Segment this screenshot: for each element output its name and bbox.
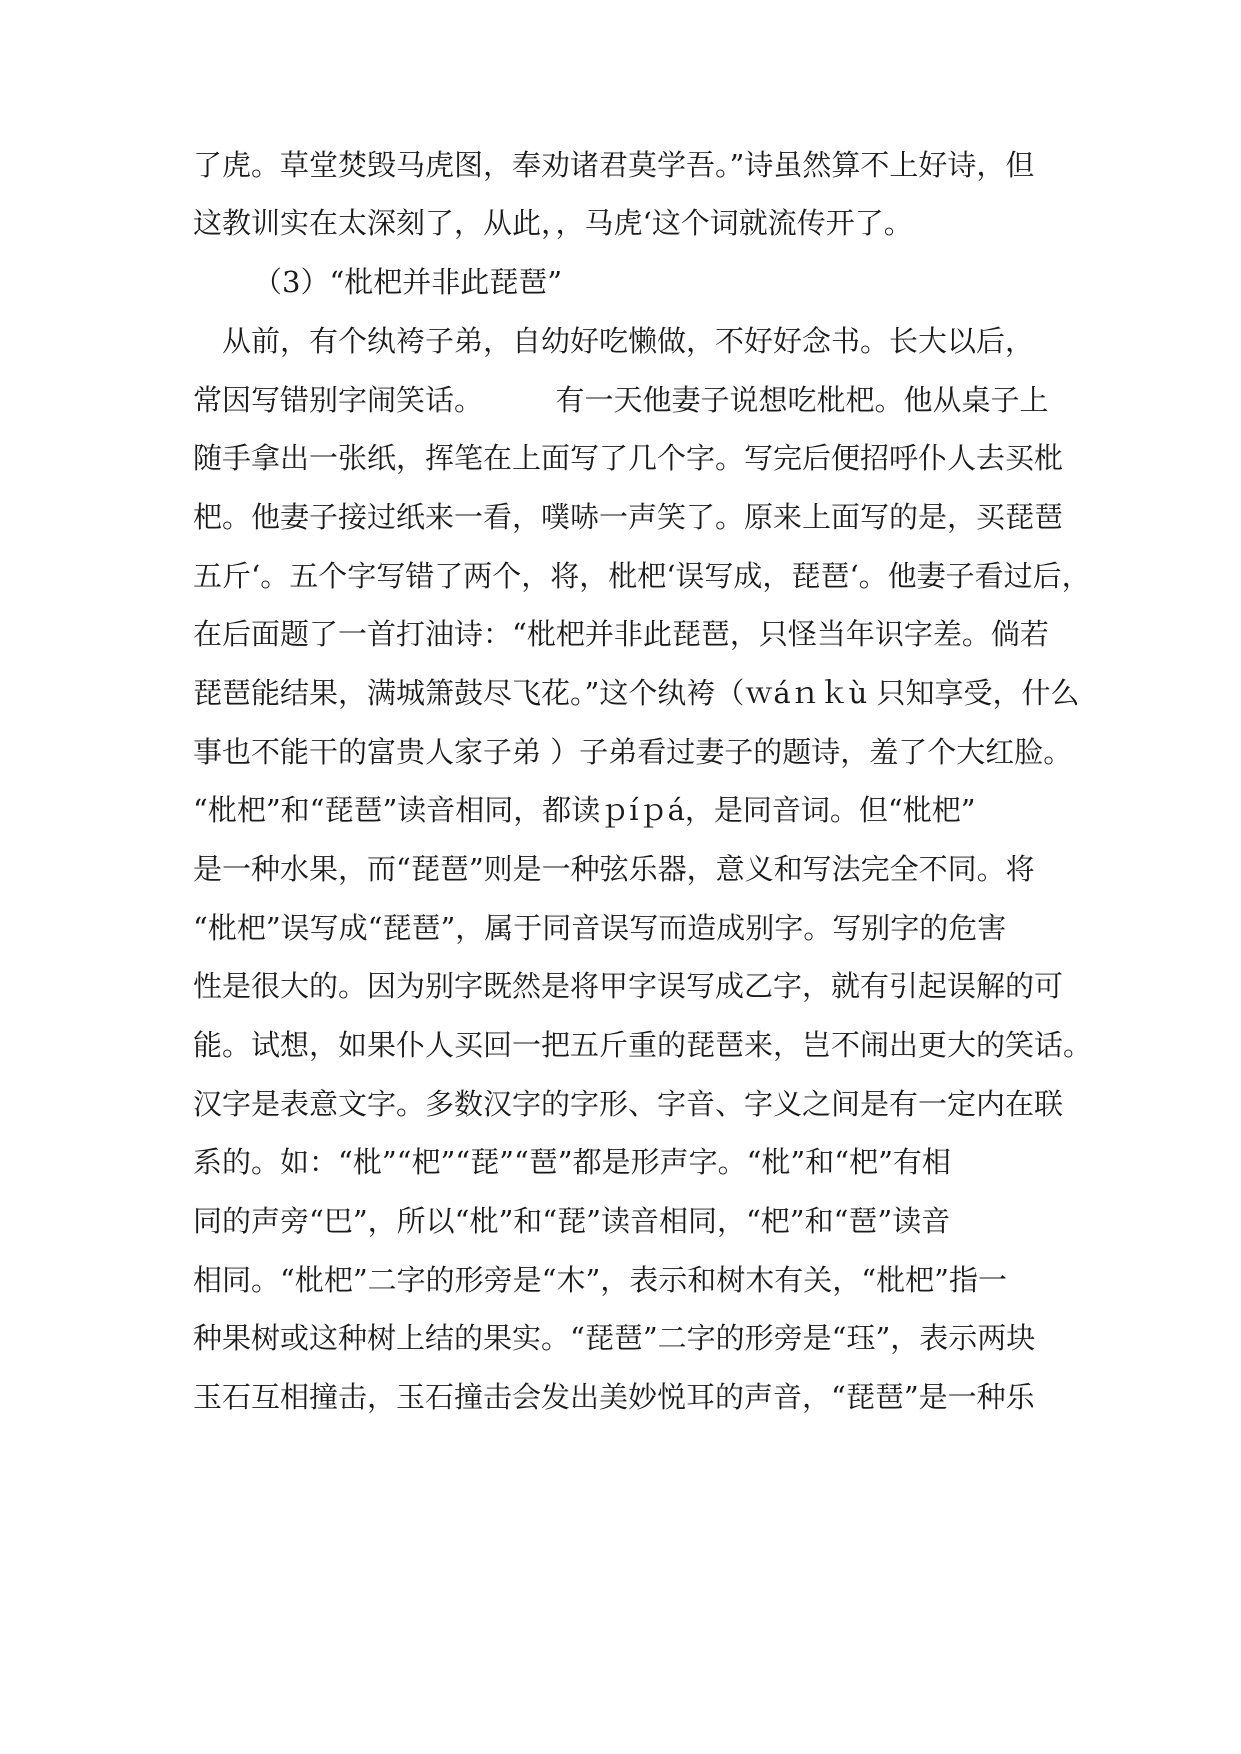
text-line: 五斤‘。五个字写错了两个，将，枇杷‘误写成，琵琶‘。他妻子看过后， [193, 559, 1091, 593]
text-line: 玉石互相撞击，玉石撞击会发出美妙悦耳的声音，“琵琶”是一种乐 [193, 1380, 1035, 1414]
text-line: 是一种水果，而“琵琶”则是一种弦乐器，意义和写法完全不同。将 [193, 852, 1035, 886]
text-line: “枇杷”误写成“琵琶”，属于同音误写而造成别字。写别字的危害 [193, 911, 1007, 945]
text-line: 相同。“枇杷”二字的形旁是“木”，表示和树木有关，“枇杷”指一 [193, 1263, 1007, 1297]
text-line: 常因写错别字闹笑话。 有一天他妻子说想吃枇杷。他从桌子上 [193, 383, 1049, 417]
text-line: 能。试想，如果仆人买回一把五斤重的琵琶来，岂不闹出更大的笑话。 [193, 1028, 1093, 1062]
text-line: 同的声旁“巴”，所以“枇”和“琵”读音相同，“杷”和“琶”读音 [193, 1204, 951, 1238]
text-line: 琵琶能结果，满城箫鼓尽飞花。”这个纨袴（ｗáｎｋù 只知享受，什么 [193, 676, 1080, 710]
text-line: 在后面题了一首打油诗：“枇杷并非此琵琶，只怪当年识字差。倘若 [193, 617, 1049, 651]
text-line: 系的。如：“枇”“杷”“琵”“琶”都是形声字。“枇”和“杷”有相 [193, 1145, 951, 1179]
text-line: 了虎。草堂焚毁马虎图，奉劝诸君莫学吾。”诗虽然算不上好诗，但 [193, 148, 1035, 182]
text-line: 从前，有个纨袴子弟，自幼好吃懒做，不好好念书。长大以后， [193, 324, 1035, 358]
text-line: “枇杷”和“琵琶”读音相同，都读ｐíｐá，是同音词。但“枇杷” [193, 793, 976, 827]
text-line: 随手拿出一张纸，挥笔在上面写了几个字。写完后便招呼仆人去买枇 [193, 441, 1064, 475]
text-line: 种果树或这种树上结的果实。“琵琶”二字的形旁是“珏”，表示两块 [193, 1321, 1036, 1355]
section-heading: （3）“枇杷并非此琵琶” [253, 265, 563, 299]
text-line: 这教训实在太深刻了，从此，，马虎‘这个词就流传开了。 [193, 206, 913, 240]
text-line: 性是很大的。因为别字既然是将甲字误写成乙字，就有引起误解的可 [193, 969, 1064, 1003]
text-line: 杷。他妻子接过纸来一看，噗哧一声笑了。原来上面写的是，买琵琶 [193, 500, 1064, 534]
text-line: 事也不能干的富贵人家子弟 ）子弟看过妻子的题诗，羞了个大红脸。 [193, 735, 1073, 769]
text-line: 汉字是表意文字。多数汉字的字形、字音、字义之间是有一定内在联 [193, 1087, 1064, 1121]
